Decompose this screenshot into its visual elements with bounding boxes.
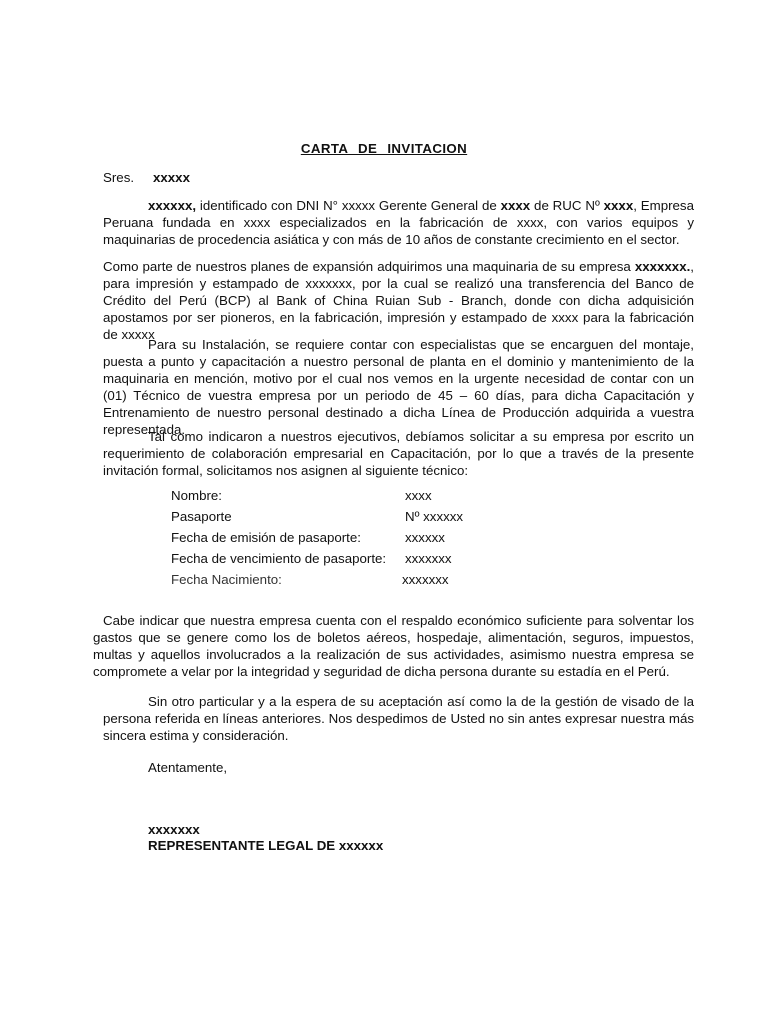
paragraph-company-intro: xxxxxx, identificado con DNI N° xxxxx Gerente General de xxxx de RUC Nº xxxx, Empresa Peruana fundada en xxxx especializados en la fabricación de xxxx, con varios equipos y maquinarias de procedencia asiática y con más de 10 años de constante crecimiento en el sector. <box>103 198 694 247</box>
signature-role: REPRESENTANTE LEGAL DE xxxxxx <box>148 838 384 853</box>
closing-text: Atentamente, <box>148 760 228 775</box>
paragraph-request: Tal como indicaron a nuestros ejecutivos, debíamos solicitar a su empresa por escrito un requerimiento de colaboración empresarial en Capacitación, por lo que a través de la presente invitación formal, solicitamos nos asignen al siguiente técnico: <box>103 429 694 478</box>
detail-row-issue-date: Fecha de emisión de pasaporte: xxxxxx <box>171 530 445 545</box>
salutation-name: xxxxx <box>153 170 190 185</box>
salutation-label: Sres. <box>103 170 135 185</box>
letter-title: CARTA DE INVITACION <box>300 141 468 156</box>
salutation <box>103 170 190 185</box>
detail-row-expiry-date: Fecha de vencimiento de pasaporte: xxxxxxx <box>171 551 452 566</box>
detail-row-birth-date: Fecha Nacimiento: xxxxxxx <box>171 572 449 587</box>
paragraph-financial-support: Cabe indicar que nuestra empresa cuenta con el respaldo económico suficiente para solventar los gastos que se genere como los de boletos aéreos, hospedaje, alimentación, seguros, impuestos, multas y aquellos involucrados a la realización de sus actividades, asimismo nuestra empresa se compromete a velar por la integridad y seguridad de dicha persona durante su estadía en el Perú. <box>93 613 694 679</box>
detail-row-passport: Pasaporte Nº xxxxxx <box>171 509 464 524</box>
company-name: xxxxxx, <box>148 198 197 213</box>
signature-name: xxxxxxx <box>148 822 200 837</box>
paragraph-expansion: Como parte de nuestros planes de expansión adquirimos una maquinaria de su empresa xxxxxxx., para impresión y estampado de xxxxxxx, por la cual se realizó una transferencia del Banco de Crédito del Perú (BCP) al Bank of China Ruian Sub - Branch, donde con dicha adquisición apostamos por ser pioneros, en la fabricación, impresión y estampado de xxxx para la fabricación de xxxxx <box>103 259 694 342</box>
paragraph-installation: Para su Instalación, se requiere contar con especialistas que se encarguen del montaje, puesta a punto y capacitación a nuestro personal de planta en el dominio y mantenimiento de la maquinaria en mención, motivo por el cual nos vemos en la urgente necesidad de contar con un (01) Técnico de vuestra empresa por un periodo de 45 – 60 días, para dicha Capacitación y Entrenamiento de nuestro personal destinado a dicha Línea de Producción adquirida a vuestra representada. <box>103 337 694 437</box>
paragraph-farewell: Sin otro particular y a la espera de su aceptación así como la de la gestión de visado de la persona referida en líneas anteriores. Nos despedimos de Usted no sin antes expresar nuestra más sincera estima y consideración. <box>103 694 694 743</box>
detail-row-name: Nombre: xxxx <box>171 488 432 503</box>
technician-details <box>171 487 491 592</box>
